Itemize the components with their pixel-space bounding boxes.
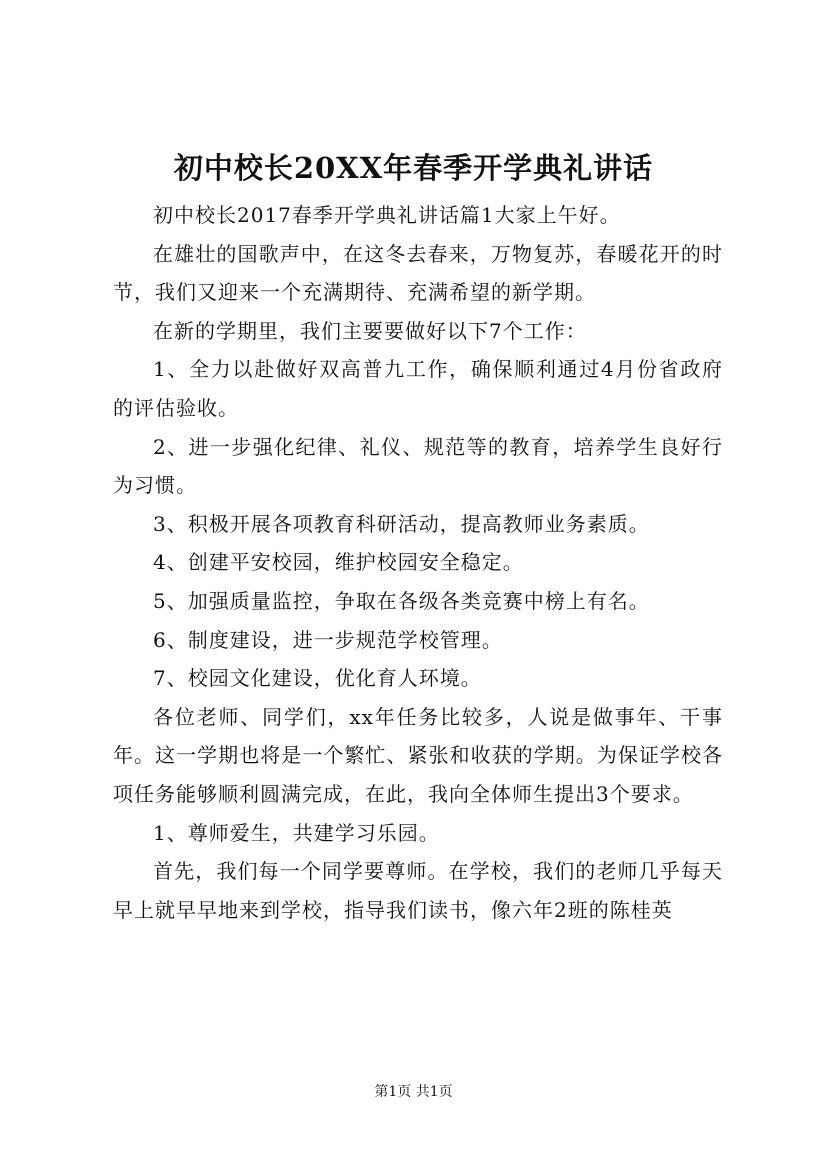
page-footer: 第1页 共1页 (374, 1084, 453, 1100)
document-title: 初中校长20XX年春季开学典礼讲话 (173, 151, 654, 185)
paragraph-7: 4、创建平安校园，维护校园安全稳定。 (153, 550, 524, 575)
paragraph-13: 首先，我们每一个同学要尊师。在学校，我们的老师几乎每天早上就早早地来到学校，指导我们读书，像六年2班的陈桂英 (113, 859, 723, 922)
paragraph-4: 1、全力以赴做好双高普九工作，确保顺利通过4月份省政府的评估验收。 (113, 357, 723, 420)
document-body (113, 196, 723, 929)
paragraph-1: 初中校长2017春季开学典礼讲话篇1大家上午好。 (153, 203, 621, 227)
paragraph-3: 在新的学期里，我们主要要做好以下7个工作： (153, 318, 587, 343)
paragraph-12: 1、尊师爱生，共建学习乐园。 (153, 820, 440, 845)
paragraph-11: 各位老师、同学们，xx年任务比较多，人说是做事年、干事年。这一学期也将是一个繁忙、紧张和收获的学期。为保证学校各项任务能够顺利圆满完成，在此，我向全体师生提出3个要求。 (113, 704, 723, 806)
paragraph-9: 6、制度建设，进一步规范学校管理。 (153, 627, 503, 652)
paragraph-5: 2、进一步强化纪律、礼仪、规范等的教育，培养学生良好行为习惯。 (113, 434, 723, 498)
paragraph-2: 在雄壮的国歌声中，在这冬去春来，万物复苏，春暖花开的时节，我们又迎来一个充满期待、充满希望的新学期。 (113, 241, 723, 305)
paragraph-10: 7、校园文化建设，优化育人环境。 (153, 666, 482, 691)
paragraph-6: 3、积极开展各项教育科研活动，提高教师业务素质。 (153, 511, 650, 536)
paragraph-8: 5、加强质量监控，争取在各级各类竞赛中榜上有名。 (153, 588, 650, 613)
